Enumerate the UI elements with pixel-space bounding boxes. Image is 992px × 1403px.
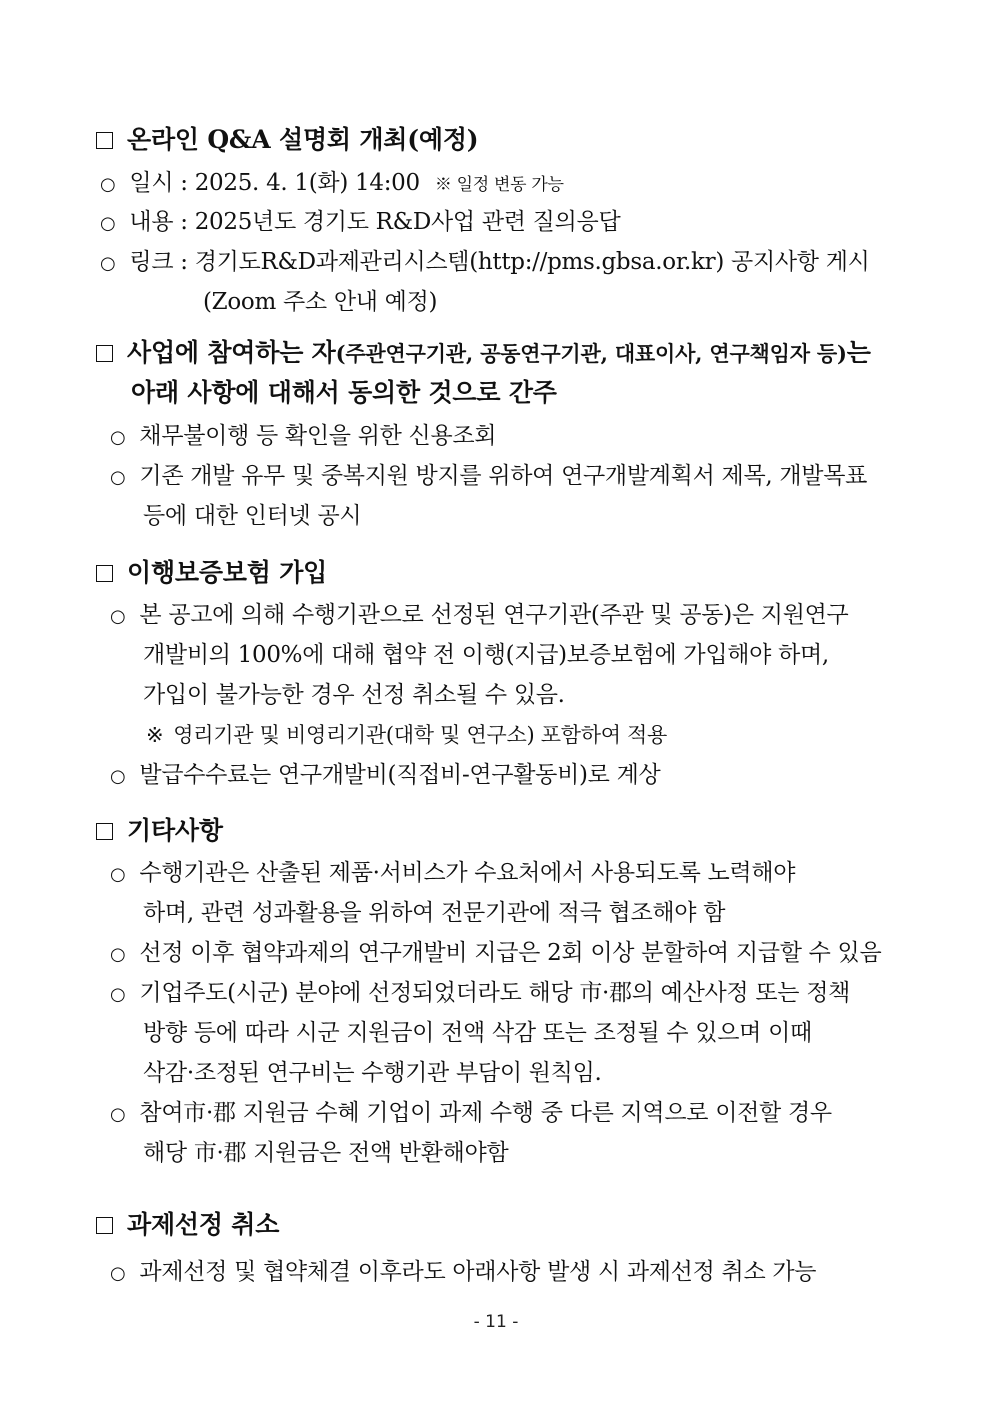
circle-bullet-icon: ○ [110,766,126,787]
list-item: ○ 발급수수료는 연구개발비(직접비-연구활동비)로 계상 [110,762,661,788]
circle-bullet-icon: ○ [110,1263,126,1284]
list-item-continuation: 등에 대한 인터넷 공시 [143,503,362,529]
circle-bullet-icon: ○ [110,606,126,627]
list-item: ○ 선정 이후 협약과제의 연구개발비 지급은 2회 이상 분할하여 지급할 수 있음 [110,940,882,966]
list-item: ○ 내용 : 2025년도 경기도 R&D사업 관련 질의응답 [100,209,621,235]
checkbox-square-icon [96,823,113,840]
list-item-continuation: (Zoom 주소 안내 예정) [203,289,438,315]
list-item: ○ 링크 : 경기도R&D과제관리시스템(http://pms.gbsa.or.kr) 공지사항 게시 [100,249,870,275]
circle-bullet-icon: ○ [110,984,126,1005]
circle-bullet-icon: ○ [100,253,116,274]
list-item: ○ 채무불이행 등 확인을 위한 신용조회 [110,423,497,449]
list-item: ○ 기업주도(시군) 분야에 선정되었더라도 해당 市·郡의 예산사정 또는 정책 [110,980,851,1006]
list-item: ○ 일시 : 2025. 4. 1(화) 14:00 ※ 일정 변동 가능 [100,170,564,196]
reference-note: ※ 영리기관 및 비영리기관(대학 및 연구소) 포함하여 적용 [146,723,668,747]
list-item-continuation: 방향 등에 따라 시군 지원금이 전액 삭감 또는 조정될 수 있으며 이때 [143,1020,812,1046]
section-heading-participants: 사업에 참여하는 자(주관연구기관, 공동연구기관, 대표이사, 연구책임자 등)는 [96,338,900,369]
list-item-continuation: 개발비의 100%에 대해 협약 전 이행(지급)보증보험에 가입해야 하며, [143,642,829,668]
section-heading-participants-line2: 아래 사항에 대해서 동의한 것으로 간주 [131,378,557,407]
circle-bullet-icon: ○ [110,427,126,448]
list-item: ○ 본 공고에 의해 수행기관으로 선정된 연구기관(주관 및 공동)은 지원연구 [110,602,849,628]
list-item-continuation: 가입이 불가능한 경우 선정 취소될 수 있음. [143,682,565,708]
section-heading-guarantee-insurance: 이행보증보험 가입 [96,558,327,588]
section-heading-selection-cancel: 과제선정 취소 [96,1210,279,1240]
checkbox-square-icon [96,565,113,582]
reference-mark-icon: ※ [146,723,164,747]
list-item: ○ 수행기관은 산출된 제품·서비스가 수요처에서 사용되도록 노력해야 [110,860,796,886]
checkbox-square-icon [96,132,113,149]
circle-bullet-icon: ○ [110,864,126,885]
list-item-continuation: 삭감·조정된 연구비는 수행기관 부담이 원칙임. [143,1060,602,1086]
checkbox-square-icon [96,1217,113,1234]
list-item: ○ 과제선정 및 협약체결 이후라도 아래사항 발생 시 과제선정 취소 가능 [110,1259,817,1285]
circle-bullet-icon: ○ [110,1104,126,1125]
circle-bullet-icon: ○ [110,944,126,965]
list-item-continuation: 하며, 관련 성과활용을 위하여 전문기관에 적극 협조해야 함 [143,900,726,926]
list-item: ○ 참여市·郡 지원금 수혜 기업이 과제 수행 중 다른 지역으로 이전할 경우 [110,1100,832,1126]
list-item-continuation: 해당 市·郡 지원금은 전액 반환해야함 [143,1140,509,1166]
page-number: - 11 - [473,1312,519,1332]
circle-bullet-icon: ○ [100,213,116,234]
circle-bullet-icon: ○ [110,467,126,488]
checkbox-square-icon [96,345,113,362]
list-item: ○ 기존 개발 유무 및 중복지원 방지를 위하여 연구개발계획서 제목, 개발목표 [110,463,868,489]
circle-bullet-icon: ○ [100,174,116,195]
schedule-note: ※ 일정 변동 가능 [434,175,564,195]
section-heading-online-qa: 온라인 Q&A 설명회 개최(예정) [96,125,478,155]
section-heading-other-matters: 기타사항 [96,816,223,846]
